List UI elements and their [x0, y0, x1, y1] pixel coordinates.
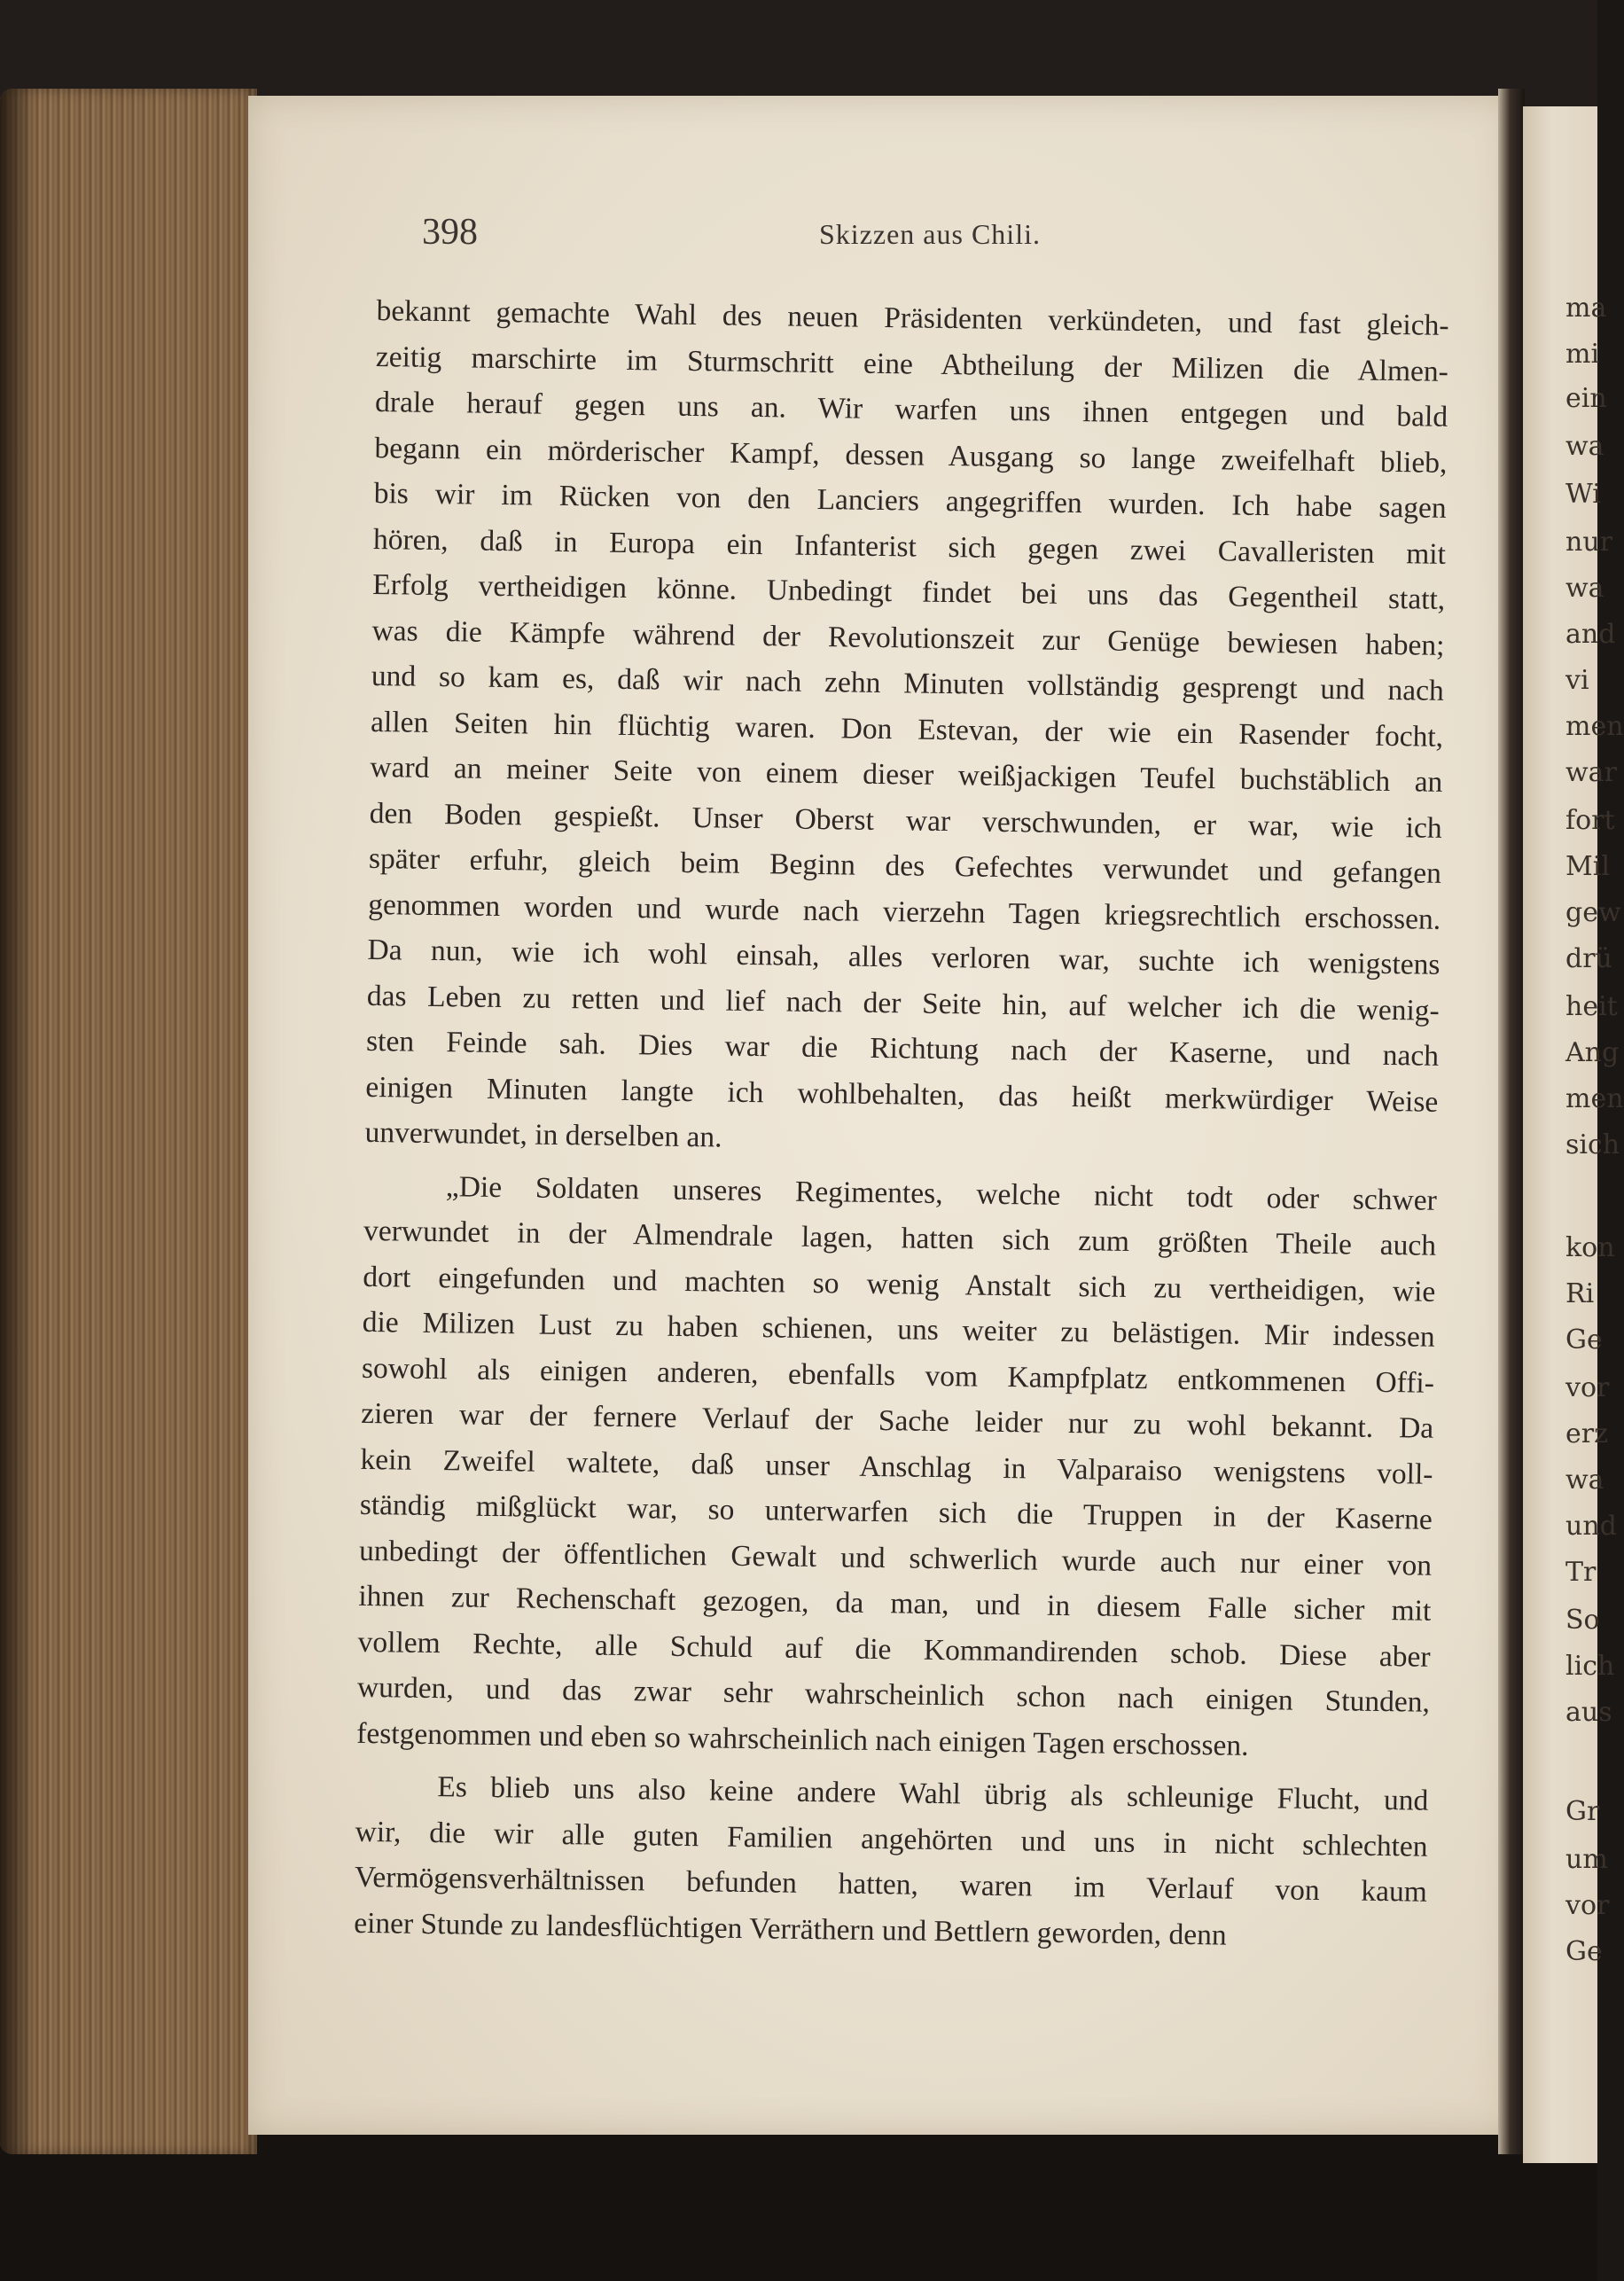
- facing-page-word: wa: [1565, 1465, 1604, 1496]
- text-line: begann ein mörderischer Kampf, dessen Ausgang so lange zweifelhaft blieb,: [374, 431, 1448, 480]
- facing-page-word: Ge: [1565, 1324, 1603, 1355]
- text-line: zeitig marschirte im Sturmschritt eine Abtheilung der Milizen die Almen-: [375, 340, 1449, 388]
- facing-page-word: drü: [1565, 943, 1612, 974]
- body-text: [354, 288, 1449, 1961]
- facing-page-word: sich: [1565, 1129, 1620, 1160]
- facing-page-word: Ge: [1565, 1936, 1603, 1967]
- text-line: drale herauf gegen uns an. Wir warfen uns ihnen entgegen und bald: [374, 385, 1448, 434]
- text-line: ihnen zur Rechenschaft gezogen, da man, und in diesem Falle sicher mit: [358, 1579, 1432, 1628]
- facing-page-word: Wi: [1565, 479, 1601, 510]
- facing-page-word: ma: [1565, 293, 1607, 324]
- facing-page-fragment: [1523, 106, 1624, 2163]
- text-line: vollem Rechte, alle Schuld auf die Kommandirenden schob. Diese aber: [357, 1625, 1431, 1674]
- text-line: verwundet in der Almendrale lagen, hatten sich zum größten Theile auch: [363, 1214, 1437, 1262]
- text-line: bekannt gemachte Wahl des neuen Präsidenten verkündeten, und fast gleich-: [376, 293, 1449, 342]
- text-line: hören, daß in Europa ein Infanterist sich gegen zwei Cavalleristen mit: [372, 522, 1447, 571]
- text-line: genommen worden und wurde nach vierzehn Tagen kriegsrechtlich erschossen.: [368, 887, 1441, 936]
- facing-page-word: fort: [1565, 805, 1615, 836]
- text-line: den Boden gespießt. Unser Oberst war verschwunden, er war, wie ich: [369, 796, 1442, 845]
- page-header: [422, 211, 1060, 255]
- text-line: und so kam es, daß wir nach zehn Minuten vollständig gesprengt und nach: [371, 659, 1445, 707]
- facing-page-word: Gr: [1565, 1796, 1600, 1827]
- text-line: wurden, und das zwar sehr wahrscheinlich schon nach einigen Stunden,: [356, 1670, 1431, 1719]
- facing-page-word: men: [1565, 1083, 1624, 1114]
- facing-page-word: Mil: [1565, 851, 1610, 882]
- text-line: unbedingt der öffentlichen Gewalt und schwerlich wurde auch nur einer von: [358, 1534, 1433, 1582]
- facing-page-word: men: [1565, 711, 1624, 742]
- text-line: später erfuhr, gleich beim Beginn des Gefechtes verwundet und gefangen: [368, 841, 1442, 890]
- text-line: Es blieb uns also keine andere Wahl übrig als schleunige Flucht, und: [437, 1770, 1429, 1817]
- facing-page-word: Tr: [1565, 1557, 1597, 1588]
- facing-page-word: vor: [1565, 1372, 1610, 1403]
- text-line: „Die Soldaten unseres Regimentes, welche nicht todt oder schwer: [445, 1169, 1438, 1217]
- facing-page-word: um: [1565, 1844, 1608, 1875]
- text-line: zieren war der fernere Verlauf der Sache leider nur zu wohl bekannt. Da: [361, 1396, 1434, 1445]
- facing-page-word: nur: [1565, 527, 1612, 558]
- text-line: sten Feinde sah. Dies war die Richtung nach der Kaserne, und nach: [365, 1024, 1440, 1073]
- facing-page-word: wa: [1565, 573, 1604, 604]
- facing-page-word: ein: [1565, 383, 1607, 414]
- book-gutter: [1498, 89, 1525, 2154]
- text-line: Erfolg vertheidigen könne. Unbedingt findet bei uns das Gegentheil statt,: [372, 567, 1446, 616]
- text-line: Da nun, wie ich wohl einsah, alles verloren war, suchte ich wenigstens: [367, 933, 1441, 981]
- facing-page-word: Ang: [1565, 1037, 1620, 1068]
- text-line: bis wir im Rücken von den Lanciers angegriffen wurden. Ich habe sagen: [373, 476, 1447, 525]
- facing-page-word: und: [1565, 1511, 1617, 1542]
- text-line: einer Stunde zu landesflüchtigen Verräthern und Bettlern geworden, denn: [353, 1906, 1227, 1952]
- text-line: allen Seiten hin flüchtig waren. Don Estevan, der wie ein Rasender focht,: [370, 705, 1444, 754]
- text-line: einigen Minuten langte ich wohlbehalten, das heißt merkwürdiger Weise: [365, 1070, 1439, 1119]
- text-line: Vermögensverhältnissen befunden hatten, waren im Verlauf von kaum: [354, 1860, 1428, 1909]
- paragraph: [356, 1162, 1437, 1770]
- text-line: wir, die wir alle guten Familien angehörten und uns in nicht schlechten: [355, 1815, 1428, 1863]
- facing-page-word: So: [1565, 1605, 1600, 1636]
- page-number: 398: [422, 212, 478, 253]
- facing-page-word: heit: [1565, 991, 1618, 1022]
- text-line: dort eingefunden und machten so wenig Anstalt sich zu vertheidigen, wie: [363, 1260, 1436, 1308]
- paragraph: [354, 1763, 1429, 1961]
- facing-page-word: mi: [1565, 339, 1600, 370]
- text-line: das Leben zu retten und lief nach der Seite hin, auf welcher ich die wenig-: [366, 979, 1440, 1027]
- book-edge-shadow: [0, 89, 35, 2154]
- text-line: ward an meiner Seite von einem dieser weißjackigen Teufel buchstäblich an: [370, 750, 1443, 799]
- facing-page-word: vi: [1565, 665, 1589, 696]
- facing-page-word: erz: [1565, 1418, 1608, 1449]
- text-line: kein Zweifel waltete, daß unser Anschlag in Valparaiso wenigstens voll-: [360, 1442, 1433, 1491]
- facing-page-word: wa: [1565, 431, 1604, 462]
- text-line: die Milizen Lust zu haben schienen, uns weiter zu belästigen. Mir indessen: [362, 1305, 1435, 1354]
- facing-page-word: vor: [1565, 1890, 1610, 1921]
- text-line: unverwundet, in derselben an.: [364, 1115, 722, 1154]
- paragraph: [364, 288, 1449, 1170]
- text-line: was die Kämpfe während der Revolutionszeit zur Genüge bewiesen haben;: [371, 613, 1445, 662]
- facing-page-word: gew: [1565, 897, 1621, 928]
- facing-page-word: lich: [1565, 1651, 1615, 1682]
- facing-page-word: war: [1565, 757, 1617, 788]
- facing-page-word: aus: [1565, 1697, 1612, 1728]
- running-title: Skizzen aus Chili.: [819, 218, 1041, 250]
- text-line: ständig mißglückt war, so unterwarfen sich die Truppen in der Kaserne: [359, 1488, 1433, 1536]
- book-page-edges: [0, 89, 257, 2154]
- facing-page-word: kon: [1565, 1232, 1615, 1263]
- text-line: festgenommen und eben so wahrscheinlich nach einigen Tagen erschossen.: [355, 1716, 1249, 1762]
- facing-page-word: Ri: [1565, 1278, 1595, 1309]
- facing-page-word: and: [1565, 619, 1616, 650]
- text-line: sowohl als einigen anderen, ebenfalls vom Kampfplatz entkommenen Offi-: [361, 1351, 1435, 1400]
